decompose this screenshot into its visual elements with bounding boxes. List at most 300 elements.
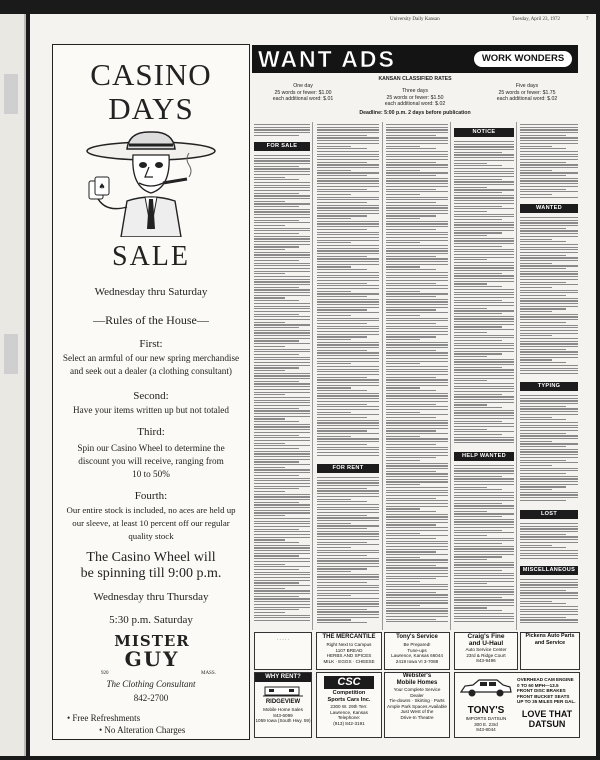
ad-line: Lawrence, Kansas 66044 <box>391 653 443 659</box>
text-line <box>520 473 566 474</box>
column-rule <box>516 122 517 630</box>
text-line <box>454 589 514 590</box>
text-line <box>317 536 379 537</box>
text-line <box>520 451 578 452</box>
text-line <box>254 445 310 446</box>
text-line <box>520 252 578 253</box>
text-line <box>386 242 420 243</box>
text-line <box>520 534 566 535</box>
rate-line: each additional word: $.02 <box>384 101 446 107</box>
text-line <box>386 178 448 179</box>
text-line <box>520 438 578 439</box>
text-line <box>454 286 502 287</box>
text-line <box>386 557 420 558</box>
tonys-service-ad <box>384 632 450 670</box>
text-line <box>386 460 420 461</box>
text-line <box>254 443 285 444</box>
text-line <box>386 503 448 504</box>
text-line <box>317 390 367 391</box>
text-line <box>254 566 310 567</box>
text-line <box>520 220 578 221</box>
text-line <box>317 585 379 586</box>
text-line <box>386 600 448 601</box>
text-line <box>454 511 487 512</box>
text-line <box>254 375 310 376</box>
ad-heading-part: Service <box>416 634 438 640</box>
text-line <box>520 406 566 407</box>
text-line <box>254 367 299 368</box>
text-line <box>254 432 310 433</box>
text-line <box>386 468 448 469</box>
text-line <box>317 264 379 265</box>
text-line <box>386 473 448 474</box>
text-line <box>386 554 448 555</box>
text-line <box>520 395 578 396</box>
text-line <box>254 574 310 575</box>
text-line <box>386 358 448 359</box>
text-line <box>454 410 514 411</box>
text-line <box>254 555 299 556</box>
text-line <box>454 337 514 338</box>
text-line <box>454 246 502 247</box>
text-line <box>454 335 514 336</box>
ad-line: 1059 Iowa (South Hwy. 59) <box>255 718 311 724</box>
text-line <box>317 162 367 163</box>
text-line <box>317 272 379 273</box>
text-line <box>386 508 420 509</box>
text-line <box>254 254 310 255</box>
text-line <box>317 598 379 599</box>
text-line <box>520 228 566 229</box>
text-line <box>520 249 578 250</box>
mercantile-ad <box>316 632 382 670</box>
text-line <box>520 373 578 374</box>
text-line <box>317 202 367 203</box>
text-line <box>317 132 379 133</box>
feature-line: UP TO 35 MILES PER GAL. <box>517 699 576 705</box>
text-line <box>520 368 578 369</box>
text-line <box>254 233 299 234</box>
text-line <box>317 499 351 500</box>
text-line <box>317 215 367 216</box>
text-line <box>454 495 514 496</box>
text-line <box>317 323 367 324</box>
text-line <box>520 545 552 546</box>
text-line <box>254 413 310 414</box>
text-line <box>454 618 514 619</box>
text-line <box>317 127 379 128</box>
text-line <box>454 524 514 525</box>
text-line <box>317 571 351 572</box>
text-line <box>386 277 448 278</box>
text-line <box>520 295 566 296</box>
text-line <box>317 428 379 429</box>
text-line <box>254 386 310 387</box>
text-line <box>254 163 310 164</box>
text-line <box>454 602 514 603</box>
text-line <box>254 209 310 210</box>
column-rule <box>312 122 313 630</box>
text-line <box>454 297 514 298</box>
text-line <box>254 609 299 610</box>
text-line <box>520 284 578 285</box>
text-line <box>254 316 310 317</box>
text-line <box>386 578 436 579</box>
text-line <box>254 593 310 594</box>
rates-title: KANSAN CLASSIFIED RATES <box>378 76 452 82</box>
feature-line: OVERHEAD CAM ENGINE <box>517 677 574 682</box>
text-line <box>386 164 448 165</box>
text-line <box>386 436 420 437</box>
text-line <box>454 599 514 600</box>
text-line <box>386 533 420 534</box>
text-line <box>386 471 436 472</box>
text-line <box>254 620 310 621</box>
text-line <box>317 347 379 348</box>
text-line <box>254 289 310 290</box>
text-line <box>386 492 448 493</box>
text-line <box>520 265 578 266</box>
text-line <box>386 395 448 396</box>
text-line <box>254 526 310 527</box>
text-line <box>520 531 578 532</box>
ad-line: 2419 Iowa VI 3-7088 <box>395 658 439 664</box>
text-line <box>454 324 514 325</box>
text-line <box>454 538 514 539</box>
text-line <box>386 581 420 582</box>
classified-text-block <box>317 124 379 460</box>
text-line <box>386 132 448 133</box>
text-line <box>254 257 310 258</box>
text-line <box>454 426 514 427</box>
text-line <box>520 592 578 593</box>
text-line <box>254 129 310 130</box>
text-line <box>254 174 310 175</box>
text-line <box>317 525 379 526</box>
text-line <box>386 124 448 125</box>
text-line <box>317 361 379 362</box>
text-line <box>254 553 310 554</box>
text-line <box>254 297 285 298</box>
ad-heading: Pickens Auto Parts <box>525 633 575 639</box>
tonys-imports-block <box>457 705 515 733</box>
text-line <box>386 562 448 563</box>
text-line <box>454 189 514 190</box>
text-line <box>454 372 514 373</box>
text-line <box>317 232 379 233</box>
text-line <box>254 582 299 583</box>
text-line <box>386 417 436 418</box>
text-line <box>386 326 448 327</box>
rules-title: —Rules of the House— <box>93 313 209 327</box>
text-line <box>520 292 578 293</box>
text-line <box>454 605 514 606</box>
text-line <box>317 528 367 529</box>
text-line <box>254 158 310 159</box>
text-line <box>317 210 379 211</box>
text-line <box>386 202 436 203</box>
text-line <box>317 304 379 305</box>
text-line <box>520 239 552 240</box>
text-line <box>386 172 448 173</box>
text-line <box>317 269 367 270</box>
text-line <box>317 350 367 351</box>
text-line <box>386 135 436 136</box>
rates-deadline: Deadline: 5:00 p.m. 2 days before publication <box>359 110 471 116</box>
text-line <box>454 262 514 263</box>
text-line <box>386 320 448 321</box>
text-line <box>317 449 379 450</box>
text-line <box>317 355 379 356</box>
text-line <box>254 491 285 492</box>
text-line <box>454 235 487 236</box>
banner-tagline: WORK WONDERS <box>474 51 572 67</box>
text-line <box>520 189 566 190</box>
text-line <box>254 295 310 296</box>
text-line <box>317 480 379 481</box>
text-line <box>386 363 420 364</box>
text-line <box>386 191 448 192</box>
text-line <box>254 332 310 333</box>
text-line <box>386 221 448 222</box>
text-line <box>317 550 379 551</box>
text-line <box>386 559 448 560</box>
text-line <box>454 581 514 582</box>
text-line <box>520 268 566 269</box>
text-line <box>317 539 379 540</box>
text-line <box>317 523 351 524</box>
text-line <box>386 541 448 542</box>
text-line <box>454 214 514 215</box>
text-line <box>454 289 514 290</box>
text-line <box>454 270 514 271</box>
text-line <box>386 382 448 383</box>
text-line <box>317 568 367 569</box>
text-line <box>317 430 367 431</box>
text-line <box>520 167 578 168</box>
text-line <box>254 521 310 522</box>
rate-label: Three days <box>402 88 428 94</box>
text-line <box>386 218 420 219</box>
sale-dates: Wednesday thru Saturday <box>94 286 208 298</box>
text-line <box>254 177 285 178</box>
rule-third-text: discount you will receive, ranging from <box>78 456 224 466</box>
text-line <box>254 168 310 169</box>
text-line <box>254 580 310 581</box>
text-line <box>520 175 566 176</box>
text-line <box>317 309 367 310</box>
text-line <box>317 552 379 553</box>
wheel-notice: be spinning till 9:00 p.m. <box>80 566 222 581</box>
edge-mark <box>4 334 18 374</box>
text-line <box>520 481 578 482</box>
store-tagline: The Clothing Consultant <box>106 679 196 689</box>
text-line <box>254 220 299 221</box>
text-line <box>317 490 379 491</box>
text-line <box>454 160 514 161</box>
rate-line: 25 words or fewer: $1.00 <box>274 89 332 96</box>
text-line <box>254 547 310 548</box>
text-line <box>520 140 578 141</box>
text-line <box>317 307 379 308</box>
text-line <box>254 467 285 468</box>
ad-line: Tie-downs · Skirting · Parts <box>389 698 445 704</box>
text-line <box>454 473 514 474</box>
text-line <box>254 429 310 430</box>
text-line <box>317 331 379 332</box>
text-line <box>386 567 448 568</box>
text-line <box>386 379 448 380</box>
text-line <box>254 346 285 347</box>
text-line <box>520 555 578 556</box>
text-line <box>386 511 436 512</box>
text-line <box>520 614 578 615</box>
text-line <box>386 183 448 184</box>
text-line <box>520 341 578 342</box>
text-line <box>317 186 379 187</box>
ad-title-line1: CASINO <box>90 57 212 92</box>
text-line <box>520 230 578 231</box>
wheel-notice: The Casino Wheel will <box>86 550 216 565</box>
text-line <box>520 359 552 360</box>
text-line <box>520 257 578 258</box>
text-line <box>254 499 310 500</box>
text-line <box>520 497 578 498</box>
rule-second-label: Second: <box>133 390 169 402</box>
text-line <box>317 151 379 152</box>
text-line <box>317 579 379 580</box>
text-line <box>386 339 420 340</box>
text-line <box>454 431 514 432</box>
text-line <box>386 495 448 496</box>
classified-text-block <box>520 124 578 200</box>
text-line <box>386 463 448 464</box>
text-line <box>317 447 379 448</box>
text-line <box>454 173 514 174</box>
text-line <box>386 336 436 337</box>
text-line <box>520 311 552 312</box>
text-line <box>520 191 578 192</box>
text-line <box>254 518 310 519</box>
text-line <box>454 353 502 354</box>
text-line <box>254 193 299 194</box>
text-line <box>386 159 448 160</box>
text-line <box>454 415 514 416</box>
text-line <box>520 124 578 125</box>
text-line <box>254 124 310 125</box>
text-line <box>454 321 514 322</box>
text-line <box>386 441 448 442</box>
text-line <box>254 507 310 508</box>
text-line <box>386 205 448 206</box>
text-line <box>317 129 379 130</box>
text-line <box>386 385 448 386</box>
text-line <box>254 480 310 481</box>
text-line <box>454 396 514 397</box>
text-line <box>386 506 448 507</box>
csc-logo: CSC <box>324 676 374 689</box>
rate-line: each additional word: $.02 <box>496 96 558 102</box>
text-line <box>454 407 502 408</box>
text-line <box>520 528 578 529</box>
text-line <box>254 214 310 215</box>
text-line <box>520 349 566 350</box>
classified-text-block <box>520 579 578 627</box>
text-line <box>454 412 514 413</box>
text-line <box>386 355 448 356</box>
text-line <box>386 264 448 265</box>
section-miscellaneous: MISCELLANEOUS <box>520 566 578 575</box>
text-line <box>520 276 578 277</box>
text-line <box>386 401 448 402</box>
text-line <box>317 576 379 577</box>
text-line <box>520 298 578 299</box>
text-line <box>454 310 514 311</box>
text-line <box>254 244 310 245</box>
text-line <box>386 409 448 410</box>
text-line <box>254 362 310 363</box>
logo-line2: GUY <box>124 647 180 671</box>
text-line <box>454 380 487 381</box>
logo-line1: MISTER <box>114 632 190 650</box>
casino-days-ad <box>52 44 250 740</box>
text-line <box>317 143 379 144</box>
text-line <box>254 572 310 573</box>
text-line <box>254 198 310 199</box>
classified-text-block <box>386 124 448 627</box>
text-line <box>454 313 502 314</box>
text-line <box>454 594 514 595</box>
text-line <box>386 589 448 590</box>
text-line <box>386 406 448 407</box>
text-line <box>454 345 514 346</box>
text-line <box>454 489 502 490</box>
text-line <box>520 433 566 434</box>
text-line <box>386 194 420 195</box>
text-line <box>386 613 448 614</box>
text-line <box>454 492 514 493</box>
text-line <box>317 124 379 125</box>
datsun-features <box>517 677 577 705</box>
text-line <box>386 189 436 190</box>
text-line <box>254 607 310 608</box>
text-line <box>317 531 379 532</box>
text-line <box>317 154 379 155</box>
text-line <box>254 596 299 597</box>
text-line <box>386 414 448 415</box>
text-line <box>454 562 514 563</box>
text-line <box>454 487 487 488</box>
text-line <box>386 527 448 528</box>
text-line <box>317 175 367 176</box>
ad-heading: Craig's Fine <box>467 633 505 640</box>
text-line <box>386 573 448 574</box>
text-line <box>317 221 379 222</box>
text-line <box>386 366 448 367</box>
section-for-sale: FOR SALE <box>254 142 310 151</box>
text-line <box>254 287 299 288</box>
text-line <box>317 409 379 410</box>
ad-line: 1107 BREAD <box>335 647 363 653</box>
text-line <box>317 258 379 259</box>
text-line <box>386 565 436 566</box>
text-line <box>386 610 448 611</box>
text-line <box>317 558 379 559</box>
text-line <box>254 577 310 578</box>
text-line <box>386 465 448 466</box>
hours-weekday: Wednesday thru Thursday <box>93 591 209 603</box>
text-line <box>454 364 514 365</box>
